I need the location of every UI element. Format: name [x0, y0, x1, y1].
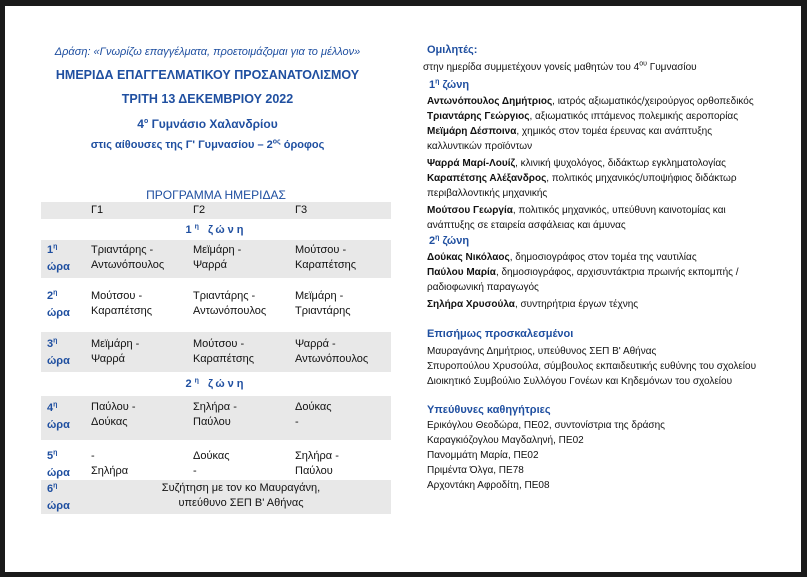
cell-g2: Δούκας - — [193, 450, 230, 477]
guests-heading: Επισήμως προσκαλεσμένοι — [427, 328, 574, 340]
table-row — [41, 332, 391, 372]
cell-g3: Δούκας - — [295, 401, 332, 428]
hour-label: $6^\eta$ ώρα — [47, 482, 70, 512]
zone-1-heading: $1^\eta$ ζώνη — [429, 78, 470, 91]
event-location: στις αίθουσες της Γ' Γυμνασίου – $2^{o\varsigma}$ όροφος — [90, 138, 325, 151]
hour-label: $5^\eta$ ώρα — [47, 449, 70, 479]
guest-line: Μαυραγάνης Δημήτριος, υπεύθυνος ΣΕΠ Β' Αθήνας — [427, 346, 657, 357]
table-row — [41, 480, 391, 514]
teacher-line: Καραγκιόζογλου Μαγδαληνή, ΠΕ02 — [427, 435, 584, 446]
speaker-line: Δούκας Νικόλαος, δημοσιογράφος στον τομέα της ναυτιλίας — [427, 252, 697, 263]
speaker-line-cont: ανάπτυξης σε εταιρεία ασφάλειας και άμυνας — [427, 220, 626, 231]
column-header-g3: Γ3 — [295, 204, 308, 216]
cell-g2: Τριαντάρης - Αντωνόπουλος — [193, 290, 267, 317]
speaker-line: Σηλήρα Χρυσούλα, συντηρήτρια έργων τέχνης — [427, 299, 639, 310]
speaker-line: Αντωνόπουλος Δημήτριος, ιατρός αξιωματικός/χειρούργος ορθοπεδικός — [427, 96, 754, 107]
speaker-line: Ψαρρά Μαρί-Λουίζ, κλινική ψυχολόγος, διδάκτωρ εγκληματολογίας — [427, 158, 726, 169]
teacher-line: Ερικόγλου Θεοδώρα, ΠΕ02, συντονίστρια της δράσης — [427, 420, 665, 431]
column-header-g2: Γ2 — [193, 204, 206, 216]
speaker-line: Καραπέτσης Αλέξανδρος, πολιτικός μηχανικός/υποψήφιος διδάκτωρ — [427, 173, 737, 184]
speaker-line-cont: περιβαλλοντικής μηχανικής — [427, 188, 548, 199]
cell-g1: Μεϊμάρη - Ψαρρά — [91, 338, 140, 365]
cell-g1: Τριαντάρης - Αντωνόπουλος — [91, 244, 165, 271]
speaker-line-cont: καλλυντικών προϊόντων — [427, 141, 533, 152]
cell-g2: Μούτσου - Καραπέτσης — [193, 338, 255, 365]
document-page — [5, 6, 801, 572]
teacher-line: Πανομμάτη Μαρία, ΠΕ02 — [427, 450, 539, 461]
cell-g3: Μούτσου - Καραπέτσης — [295, 244, 357, 271]
cell-g3: Σηλήρα - Παύλου — [295, 450, 339, 477]
event-title: ΗΜΕΡΙΔΑ ΕΠΑΓΓΕΛΜΑΤΙΚΟΥ ΠΡΟΣΑΝΑΤΟΛΙΣΜΟΥ — [55, 68, 360, 82]
table-row — [41, 286, 391, 324]
speakers-heading: Ομιλητές: — [427, 44, 478, 56]
cell-g3: Ψαρρά - Αντωνόπουλος — [295, 338, 369, 365]
cell-g1: Παύλου - Δούκας — [91, 401, 136, 428]
cell-g1: - Σηλήρα — [91, 450, 129, 477]
speakers-intro: στην ημερίδα συμμετέχουν γονείς μαθητών του $4^{o\upsilon}$ Γυμνασίου — [423, 60, 697, 73]
table-header-row — [41, 202, 391, 219]
action-subtitle: Δράση: «Γνωρίζω επαγγέλματα, προετοιμάζομαι για το μέλλον» — [54, 46, 361, 58]
hour-label: $4^\eta$ ώρα — [47, 401, 70, 431]
column-header-g1: Γ1 — [91, 204, 104, 216]
hour-label: $2^\eta$ ώρα — [47, 289, 70, 319]
speaker-line: Τριαντάρης Γεώργιος, αξιωματικός ιπτάμενος πολεμικής αεροπορίας — [427, 111, 739, 122]
cell-g2: Μεϊμάρη - Ψαρρά — [193, 244, 242, 271]
table-row — [41, 396, 391, 440]
table-row — [41, 240, 391, 278]
program-title: ΠΡΟΓΡΑΜΜΑ ΗΜΕΡΙΔΑΣ — [146, 188, 286, 202]
speaker-line-cont: ραδιοφωνική παραγωγός — [427, 282, 539, 293]
cell-g2: Σηλήρα - Παύλου — [193, 401, 237, 428]
school-name: $4^o$ Γυμνάσιο Χαλανδρίου — [137, 117, 278, 131]
event-date: ΤΡΙΤΗ 13 ΔΕΚΕΜΒΡΙΟΥ 2022 — [121, 92, 294, 106]
discussion-cell: Συζήτηση με τον κο Μαυραγάνη, υπεύθυνο ΣΕΠ Β' Αθήνας — [161, 482, 321, 509]
speaker-line: Μεϊμάρη Δέσποινα, χημικός στον τομέα έρευνας και ανάπτυξης — [427, 126, 713, 137]
guest-line: Διοικητικό Συμβούλιο Συλλόγου Γονέων και Κηδεμόνων του σχολείου — [427, 376, 733, 387]
cell-g3: Μεϊμάρη - Τριαντάρης — [295, 290, 351, 317]
hour-label: $3^\eta$ ώρα — [47, 337, 70, 367]
speaker-line: Παύλου Μαρία, δημοσιογράφος, αρχισυντάκτρια πρωινής εκπομπής / — [427, 267, 739, 278]
teacher-line: Αρχοντάκη Αφροδίτη, ΠΕ08 — [427, 480, 550, 491]
teachers-heading: Υπεύθυνες καθηγήτριες — [427, 404, 551, 416]
zone-2-heading: $2^\eta$ ζώνη — [429, 234, 470, 247]
hour-label: $1^\eta$ ώρα — [47, 243, 70, 273]
guest-line: Σπυροπούλου Χρυσούλα, σύμβουλος εκπαιδευτικής ευθύνης του σχολείου — [427, 361, 757, 372]
zone-2-label: $2^\eta$ ζώνη — [185, 377, 247, 390]
table-row — [41, 446, 391, 480]
cell-g1: Μούτσου - Καραπέτσης — [91, 290, 153, 317]
speaker-line: Μούτσου Γεωργία, πολιτικός μηχανικός, υπεύθυνη καινοτομίας και — [427, 205, 726, 216]
zone-1-label: $1^\eta$ ζώνη — [185, 223, 247, 236]
teacher-line: Πριμέντα Όλγα, ΠΕ78 — [427, 465, 524, 476]
